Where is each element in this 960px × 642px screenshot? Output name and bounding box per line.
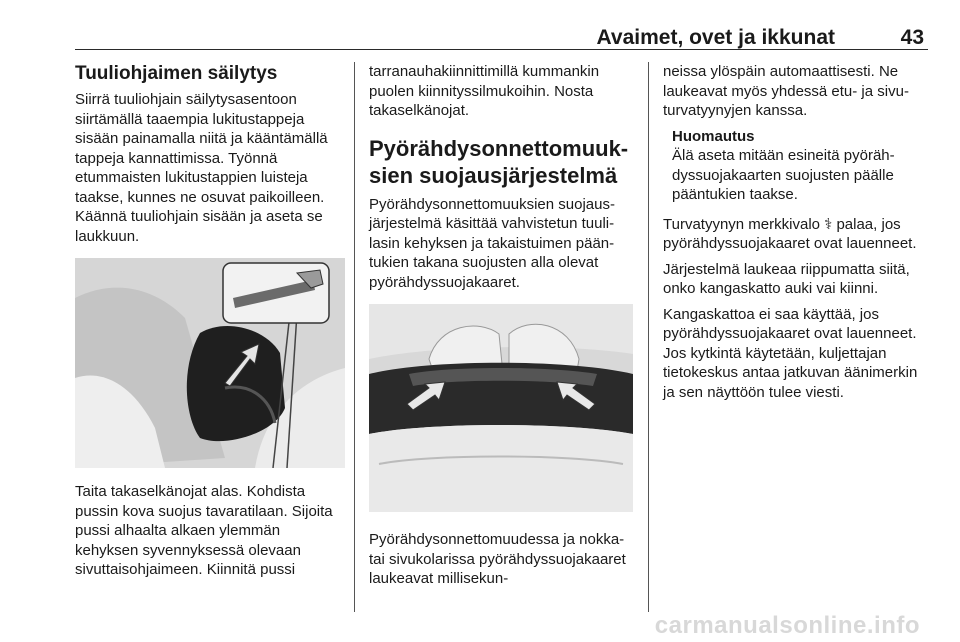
note-box [663,127,931,205]
airbag-indicator-paragraph [663,215,931,254]
wind-deflector-paragraph: Siirrä tuuliohjain säilytysasentoon siirtämällä taaempia lukitustappeja sisään painamalla niitä ja kääntämällä tappeja kannattimissa. Työnnä etummaisten lukitustappien luisteja taakse, kunnes ne osuvat paikoilleen. Käännä tuuliohjain sisään ja aseta se laukkuun. [75,91,328,245]
storage-bag-drawing [75,258,345,468]
rollover-deployment-paragraph: Pyörähdysonnettomuudessa ja nokka- tai sivukolarissa pyörähdyssuojakaaret laukeavat millisekun- [369,531,626,587]
rollover-protection-heading [369,135,634,189]
column-divider [648,62,649,612]
roof-independence-paragraph: Järjestelmä laukeaa riippumatta siitä, onko kangaskatto auki vai kiinni. [663,260,910,297]
rollover-description: Pyörähdysonnettomuuksien suojausjärjestelmä käsittää vahvistetun tuulilasin kehyksen ja takaistuimen pääntukien takana suojusten alla olevat pyörähdyssuojakaaret. [369,195,615,291]
note-text: Älä aseta mitään esineitä pyörähdyssuojakaarten suojusten päälle pääntukien taakse. [672,147,895,203]
storage-bag-illustration [75,258,345,468]
column-divider [354,62,355,612]
continued-paragraph: tarranauhakiinnittimillä kummankin puolen kiinnityssilmukoihin. Nosta takaselkänojat. [369,63,600,119]
roof-warning-paragraph: Kangaskattoa ei saa käyttää, jos pyörähdyssuojakaaret ovat lauenneet. Jos kytkintä käytetään, kuljettajan tietokeskus antaa jatkuvan äänimerkin ja sen näyttöön tulee viesti. [663,305,918,401]
note-title: Huomautus [672,127,755,145]
wind-deflector-heading: Tuuliohjaimen säilytys [75,63,278,84]
airbag-indicator-text-end: palaa, jos pyörähdyssuojakaaret ovat lauenneet. [663,215,917,252]
column-3 [663,62,931,408]
fold-seats-paragraph: Taita takaselkänojat alas. Kohdista pussin kova suojus tavaratilaan. Sijoita pussi alhaalta alkaen ylemmän kehyksen syvennyksessä olevaan sivuttaisohjaimeen. Kiinnitä pussi [75,483,333,578]
rollbar-drawing [369,304,633,512]
rollover-heading-line-1: Pyörähdysonnettomuuk- [369,135,629,161]
section-title: Avaimet, ovet ja ikkunat [596,26,835,49]
header-rule [75,49,928,50]
rollbar-illustration [369,304,633,512]
column-1 [75,62,347,586]
column-2 [369,62,634,595]
page-number: 43 [900,26,924,49]
airbag-indicator-text-start: Turvatyynyn merkkivalo [663,215,825,233]
deployment-continued-paragraph: neissa ylöspäin automaattisesti. Ne laukeavat myös yhdessä etu- ja sivuturvatyynyjen kanssa. [663,63,909,119]
rollover-heading-line-2: sien suojausjärjestelmä [369,162,618,188]
airbag-indicator-icon: ⚕ [824,215,833,233]
watermark: carmanualsonline.info [654,612,920,639]
